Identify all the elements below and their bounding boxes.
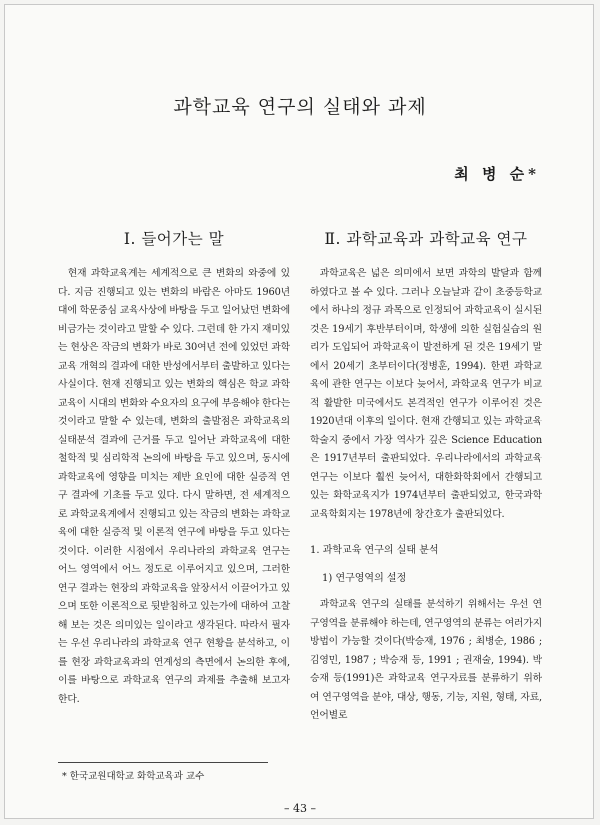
footnote-rule [58,762,268,763]
section-1-body: 현재 과학교육계는 세계적으로 큰 변화의 와중에 있다. 지금 진행되고 있는 변화의 바람은 아마도 1960년대에 학문중심 교육사상에 바탕을 두고 일어났던 변화에 비금가는 것이라고 말할 수 있다. 그런데 한 가지 재미있는 현상은 작금의 변화가 바로 30여년 전에 있었던 과학교육 개혁의 결과에 대한 반성에서부터 출발하고 있다는 사실이다. 현재 진행되고 있는 변화의 핵심은 학교 과학교육이 시대의 변화와 수요자의 요구에 부응해야 한다는 것이라고 말할 수 있는데, 변화의 출발점은 과학교육의 실태분석 결과에 근거를 두고 일어난 과학교육에 대한 철학적 및 심리학적 논의에 바탕을 두고 있으며, 동시에 과학교육에 영향을 미치는 제반 요인에 대한 실증적 연구 결과에 기초를 두고 있다. 다시 말하면, 전 세계적으로 과학교육계에서 진행되고 있는 작금의 변화는 과학교육에 대한 실증적 및 이론적 연구에 바탕을 두고 있다는 것이다. 이러한 시점에서 우리나라의 과학교육 연구는 어느 영역에서 어느 정도로 이루어지고 있으며, 그러한 연구 결과는 현장의 과학교육을 앞장서서 이끌어가고 있으며 또한 이론적으로 뒷받침하고 있는가에 대하여 고찰해 보는 것은 의미있는 일이라고 생각된다. 따라서 필자는 우선 우리나라의 과학교육 연구 현황을 분석하고, 이를 현장 과학교육과의 연계성의 측면에서 논의한 후에, 이를 바탕으로 과학교육 연구의 과제를 추출해 보고자 한다. [58,268,291,705]
section-2-body: 과학교육은 넓은 의미에서 보면 과학의 발달과 함께 하였다고 볼 수 있다. 그러나 오늘날과 같이 초중등학교에서 하나의 정규 과목으로 인정되어 과학교육이 실시된 것은 19세기 후반부터이며, 학생에 의한 실험실습의 원리가 도입되어 과학교육이 발전하게 된 것은 19세기 말에서 20세기 초부터이다(정병훈, 1994). 한편 과학교육에 관한 연구는 이보다 늦어서, 과학교육 연구가 비교적 활발한 미국에서도 본격적인 연구가 이루어진 것은 1920년대 이후의 일이다. 현재 간행되고 있는 과학교육학술지 중에서 가장 역사가 깊은 Science Education은 1917년부터 출판되었다. 우리나라에서의 과학교육 연구는 이보다 훨씬 늦어서, 대한화학회에서 간행되고 있는 화학교육지가 1974년부터 출판되었고, 한국과학교육학회지는 1978년에 창간호가 출판되었다. [310,268,543,520]
author-name: 최 병 순* [454,165,540,183]
section-2-heading: Ⅱ. 과학교육과 과학교육 연구 [324,230,528,248]
subsection-1-1-body: 과학교육 연구의 실태를 분석하기 위해서는 우선 연구영역을 분류해야 하는데, 연구영역의 분류는 여러가지 방법이 가능할 것이다(박승재, 1976 ; 최병순, 1986 ; 김영민, 1987 ; 박승재 등, 1991 ; 권재술, 1994). 박승재 등(1991)은 과학교육 연구자료를 분류하기 위하여 연구영역을 분야, 대상, 행동, 기능, 지원, 형태, 자료, 언어별로 [310,599,543,721]
subsection-1-heading: 1. 과학교육 연구의 실태 분석 [310,545,439,556]
author-affiliation-footnote: * 한국교원대학교 화학교육과 교수 [62,771,205,782]
subsection-1-1-heading: 1) 연구영역의 설정 [322,573,407,584]
paper-title: 과학교육 연구의 실태와 과제 [173,96,427,118]
section-1-heading: Ⅰ. 들어가는 말 [123,230,225,248]
right-column [310,226,542,726]
left-column [58,226,290,709]
page-number-visible: – 43 – [284,802,316,815]
